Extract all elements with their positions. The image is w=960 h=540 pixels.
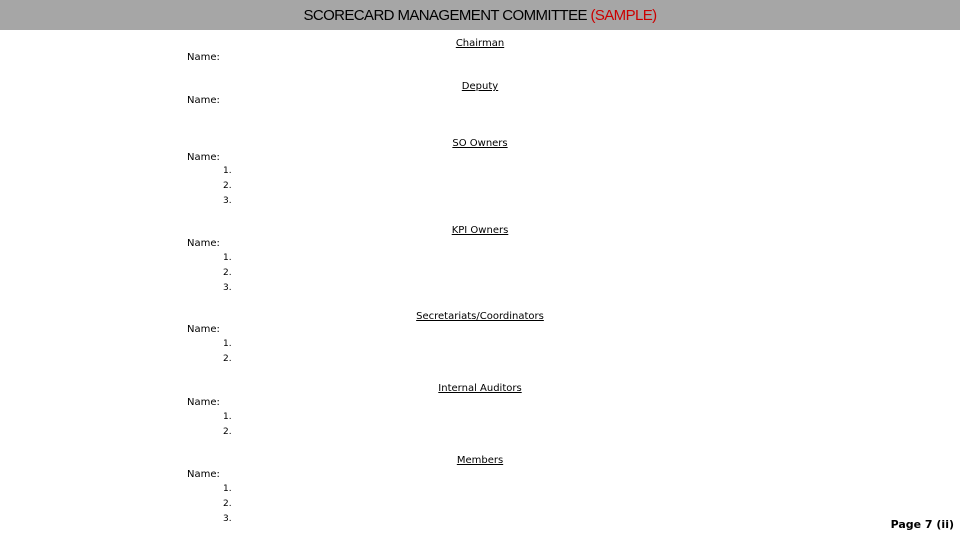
- list-item: 2.: [223, 499, 232, 509]
- list-item: 1.: [223, 339, 232, 349]
- name-label-members: Name:: [187, 469, 220, 480]
- list-item: 1.: [223, 484, 232, 494]
- name-label-deputy: Name:: [187, 95, 220, 106]
- title-bar: [0, 0, 960, 30]
- sample-tag: (SAMPLE): [590, 6, 657, 24]
- list-item: 2.: [223, 427, 232, 437]
- name-label-internal-auditors: Name:: [187, 397, 220, 408]
- list-item: 2.: [223, 268, 232, 278]
- list-item: 1.: [223, 412, 232, 422]
- name-label-secretariats: Name:: [187, 324, 220, 335]
- role-heading-members: Members: [456, 455, 504, 466]
- role-heading-chairman: Chairman: [455, 38, 505, 49]
- name-label-so-owners: Name:: [187, 152, 220, 163]
- role-heading-kpi-owners: KPI Owners: [451, 225, 509, 236]
- name-label-kpi-owners: Name:: [187, 238, 220, 249]
- list-item: 1.: [223, 166, 232, 176]
- list-item: 3.: [223, 283, 232, 293]
- list-item: 1.: [223, 253, 232, 263]
- name-label-chairman: Name:: [187, 52, 220, 63]
- list-item: 2.: [223, 181, 232, 191]
- page-title: [303, 7, 656, 24]
- list-item: 3.: [223, 196, 232, 206]
- role-heading-secretariats: Secretariats/Coordinators: [416, 311, 544, 322]
- page-number: Page 7 (ii): [890, 518, 954, 531]
- list-item: 2.: [223, 354, 232, 364]
- list-item: 3.: [223, 514, 232, 524]
- role-heading-so-owners: SO Owners: [452, 138, 508, 149]
- role-heading-deputy: Deputy: [461, 81, 499, 92]
- title-text: SCORECARD MANAGEMENT COMMITTEE: [303, 6, 587, 24]
- role-heading-internal-auditors: Internal Auditors: [438, 383, 522, 394]
